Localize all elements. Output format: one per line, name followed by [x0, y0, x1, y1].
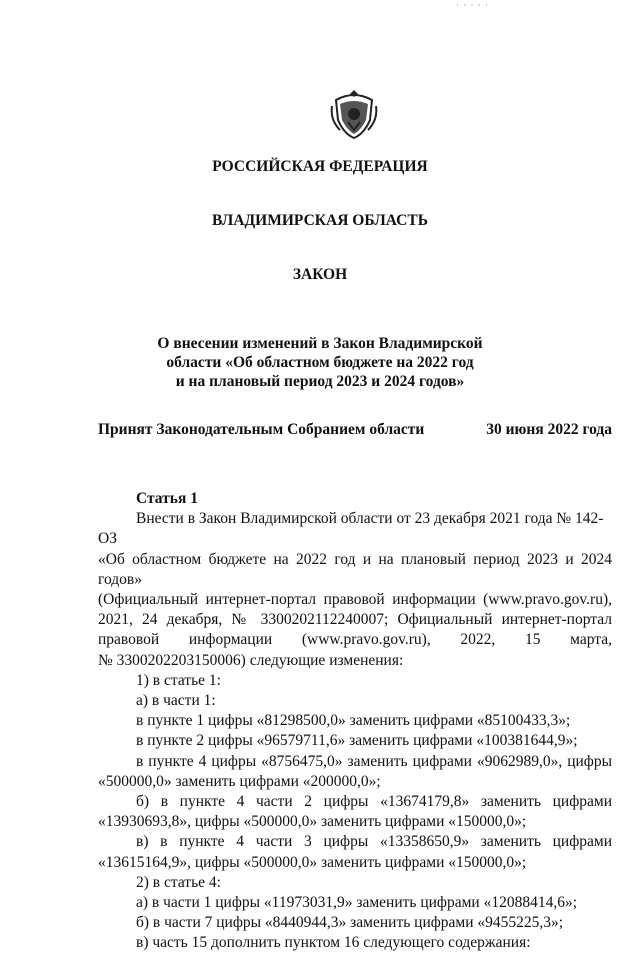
- article-item: б) в части 7 цифры «8440944,3» заменить цифрами «9455225,3»;: [136, 914, 564, 932]
- document-type: ЗАКОН: [292, 266, 348, 283]
- adoption-date: 30 июня 2022 года: [486, 421, 612, 438]
- article-item: «13930693,8», цифры «500000,0» заменить цифрами «150000,0»;: [98, 813, 527, 831]
- article-item: а) в части 1:: [136, 692, 216, 710]
- adoption-label: Принят Законодательным Собранием области: [98, 421, 425, 438]
- title-line: О внесении изменений в Закон Владимирской: [157, 335, 483, 352]
- country-heading: РОССИЙСКАЯ ФЕДЕРАЦИЯ: [212, 158, 428, 175]
- article-item: 1) в статье 1:: [136, 671, 221, 689]
- title-line: области «Об областном бюджете на 2022 год: [166, 354, 474, 371]
- article-item: а) в части 1 цифры «11973031,9» заменить цифрами «12088414,6»;: [136, 894, 578, 912]
- article-text-line: 2021, 24 декабря, № 3300202112240007; Официальный интернет-портал: [98, 611, 612, 629]
- title-line: и на плановый период 2023 и 2024 годов»: [175, 373, 465, 390]
- scan-artifact: · · · · ·: [456, 0, 489, 10]
- article-item: в пункте 4 цифры «8756475,0» заменить цифрами «9062989,0», цифры: [136, 752, 612, 770]
- adoption-line: [98, 421, 612, 439]
- law-title: [0, 334, 640, 391]
- article-item: в пункте 1 цифры «81298500,0» заменить цифрами «85100433,3»;: [136, 712, 571, 730]
- region-heading: ВЛАДИМИРСКАЯ ОБЛАСТЬ: [212, 212, 428, 229]
- article-item: «500000,0» заменить цифрами «200000,0»;: [98, 772, 381, 790]
- article-item: б) в пункте 4 части 2 цифры «13674179,8» заменить цифрами: [136, 793, 612, 811]
- article-body: [98, 489, 612, 954]
- article-text-line: (Официальный интернет-портал правовой информации (www.pravo.gov.ru),: [98, 591, 612, 609]
- article-item: в) часть 15 дополнить пунктом 16 следующего содержания:: [136, 934, 531, 952]
- article-item: 2) в статье 4:: [136, 873, 221, 891]
- article-item: в) в пункте 4 части 3 цифры «13358650,9» заменить цифрами: [136, 833, 612, 851]
- article-item: в пункте 2 цифры «96579711,6» заменить цифрами «100381644,9»;: [136, 732, 578, 750]
- article-heading: Статья 1: [136, 490, 198, 507]
- article-text-line: правовой информации (www.pravo.gov.ru), 2022, 15 марта,: [98, 631, 612, 649]
- coat-of-arms-icon: [330, 86, 378, 142]
- article-text-line: Внести в Закон Владимирской области от 23 декабря 2021 года № 142-ОЗ: [98, 510, 604, 548]
- article-text-line: № 3300202203150006) следующие изменения:: [98, 651, 404, 669]
- article-item: «13615164,9», цифры «500000,0» заменить цифрами «150000,0»;: [98, 853, 527, 871]
- article-text-line: «Об областном бюджете на 2022 год и на плановый период 2023 и 2024 годов»: [98, 550, 612, 588]
